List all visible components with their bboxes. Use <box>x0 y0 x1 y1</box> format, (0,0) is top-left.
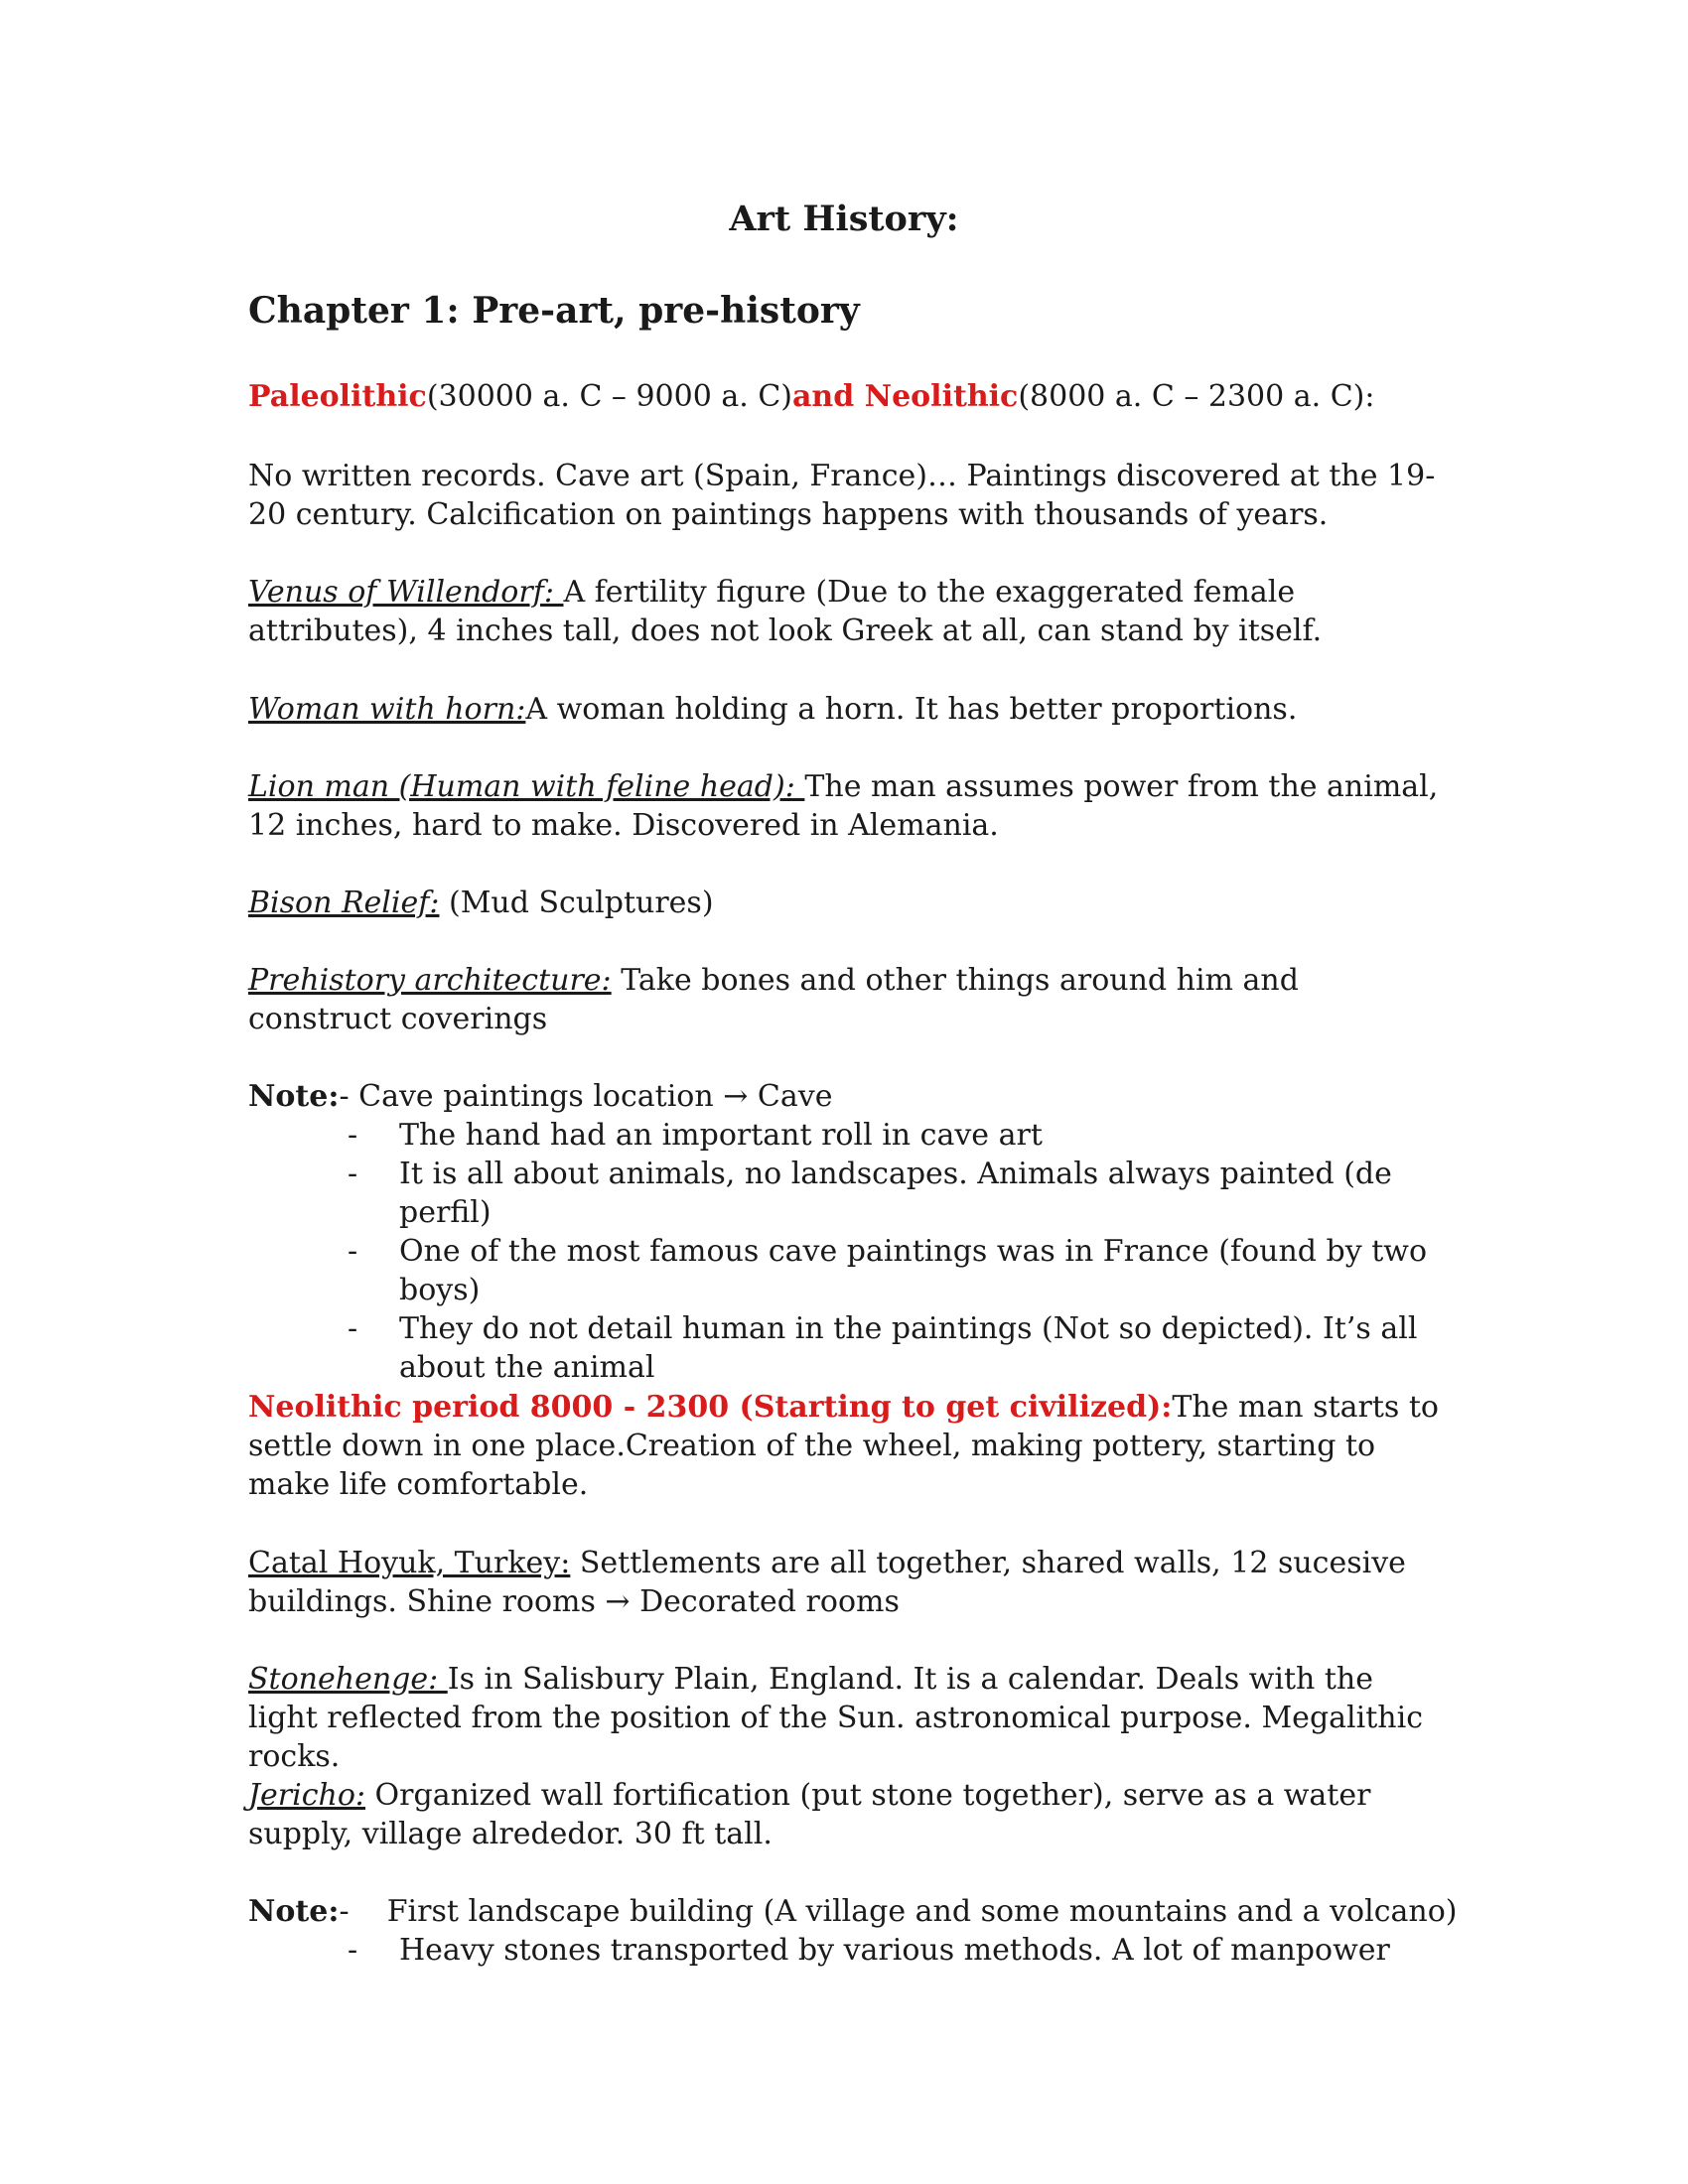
catal-hoyuk-text: Settlements are all together, shared walls, 12 sucesive buildings. Shine rooms → Decorated rooms <box>248 1546 1406 1619</box>
term-prehistory-architecture: Prehistory architecture: <box>248 963 612 998</box>
term-lion-man: Lion man (Human with feline head): <box>248 769 805 804</box>
neolithic-label: and Neolithic <box>791 379 1019 414</box>
neolithic-paragraph <box>248 1388 1450 1504</box>
term-woman-horn: Woman with horn: <box>248 692 526 727</box>
bison-paragraph <box>248 884 1450 922</box>
jericho-paragraph <box>248 1776 1450 1853</box>
list-item: - The hand had an important roll in cave art <box>348 1116 1479 1155</box>
note1-label: Note: <box>248 1079 340 1114</box>
bison-text: (Mud Sculptures) <box>439 886 714 920</box>
prehistory-architecture-text: Take bones and other things around him and construct coverings <box>248 963 1299 1036</box>
page-title: Art History: <box>729 199 959 239</box>
neolithic-text: The man starts to settle down in one place.Creation of the wheel, making pottery, starting to make life comfortable. <box>248 1390 1439 1502</box>
term-venus: Venus of Willendorf: <box>248 575 564 610</box>
list-item: - One of the most famous cave paintings was in France (found by two boys) <box>348 1232 1479 1309</box>
catal-hoyuk-paragraph <box>248 1544 1450 1621</box>
note2-bullet-list <box>348 1931 1479 1970</box>
woman-horn-paragraph <box>248 690 1450 729</box>
stonehenge-text: Is in Salisbury Plain, England. It is a calendar. Deals with the light reflected from the position of the Sun. astronomical purpose. Megalithic rocks. <box>248 1662 1423 1774</box>
note2-first-line <box>248 1892 1458 1931</box>
stonehenge-paragraph <box>248 1660 1450 1776</box>
neolithic-period-heading: Neolithic period 8000 - 2300 (Starting to get civilized): <box>248 1390 1173 1425</box>
note2-first-text: - First landscape building (A village and some mountains and a volcano) <box>339 1894 1458 1929</box>
venus-text: A fertility figure (Due to the exaggerated female attributes), 4 inches tall, does not look Greek at all, can stand by itself. <box>248 575 1323 648</box>
venus-paragraph <box>248 573 1450 650</box>
prehistory-architecture-paragraph <box>248 961 1450 1038</box>
note1-first-line <box>248 1077 1450 1116</box>
jericho-text: Organized wall fortification (put stone together), serve as a water supply, village alrededor. 30 ft tall. <box>248 1778 1371 1851</box>
woman-horn-text: A woman holding a horn. It has better proportions. <box>525 692 1298 727</box>
chapter-heading: Chapter 1: Pre-art, pre-history <box>248 290 860 332</box>
term-bison: Bison Relief: <box>248 886 440 920</box>
note1-bullet-list <box>348 1116 1479 1387</box>
paleolithic-dates: (30000 a. C – 9000 a. C) <box>426 379 792 414</box>
period-heading <box>248 377 1450 416</box>
intro-paragraph: No written records. Cave art (Spain, France)… Paintings discovered at the 19-20 century. Calcification on paintings happens with thousands of years. <box>248 459 1436 532</box>
lion-man-paragraph <box>248 767 1450 845</box>
paleolithic-label: Paleolithic <box>248 379 427 414</box>
neolithic-dates: (8000 a. C – 2300 a. C): <box>1018 379 1375 414</box>
lion-man-text: The man assumes power from the animal, 12 inches, hard to make. Discovered in Alemania. <box>248 769 1439 843</box>
list-item: - Heavy stones transported by various methods. A lot of manpower <box>348 1931 1479 1970</box>
term-stonehenge: Stonehenge: <box>248 1662 448 1697</box>
term-jericho: Jericho: <box>248 1778 366 1813</box>
note2-label: Note: <box>248 1894 340 1929</box>
note1-first-text: - Cave paintings location → Cave <box>339 1079 833 1114</box>
list-item: - It is all about animals, no landscapes. Animals always painted (de perfil) <box>348 1155 1479 1232</box>
list-item: - They do not detail human in the paintings (Not so depicted). It’s all about the animal <box>348 1309 1479 1387</box>
term-catal-hoyuk: Catal Hoyuk, Turkey: <box>248 1546 571 1580</box>
